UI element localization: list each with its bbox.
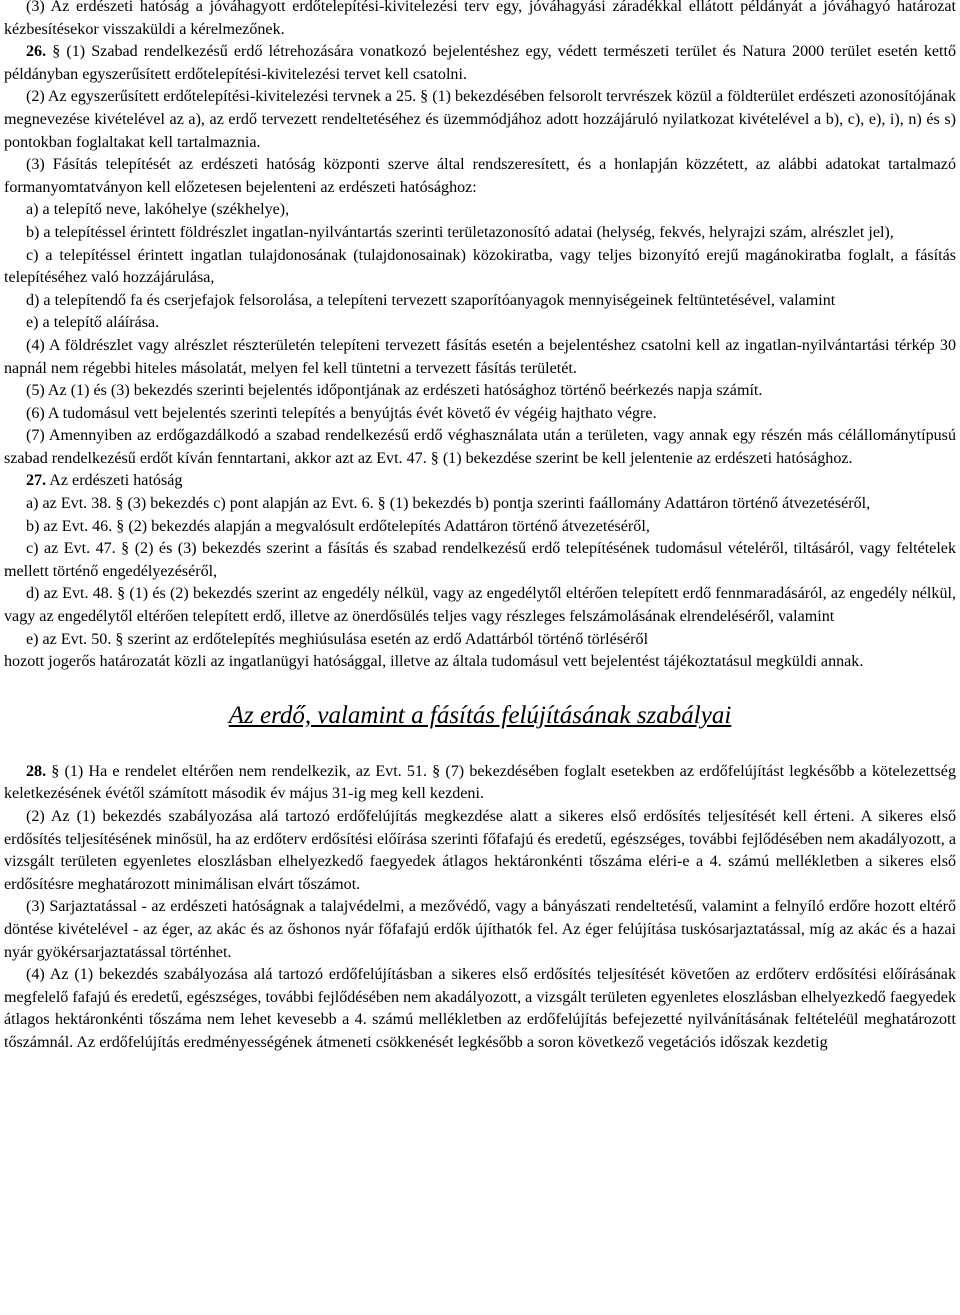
paragraph [4, 335, 956, 380]
paragraph-text: d) az Evt. 48. § (1) és (2) bekezdés szerint az engedély nélkül, vagy az engedélytől eltérően telepített erdő fennmaradásáról, az engedély nélkül, vagy az engedélytől eltérően telepített erdő, illetve az önerdősülés teljes vagy részleges felszámolásának elrendeléséről, valamint [4, 585, 956, 626]
section-number: 28. [26, 762, 47, 780]
paragraph-text: (4) Az (1) bekezdés szabályozása alá tartozó erdőfelújításban a sikeres első erdősítés teljesítését követően az erdőterv erdősítési előírásának megfelelő fafajú és eredetű, egészséges, további fejlődésében nem akadályozott, a vizsgált területen egyenletes eloszlásban elhelyezkedő faegyedek átlagos hektáronkénti tőszáma nem lehet kevesebb a 4. számú mellékletben az erdőfelújítás befejezetté nyilvánításának feltételéül meghatározott tőszámnál. Az erdőfelújítás eredményességének átmeneti csökkenését legkésőbb a soron következő vegetációs időszak kezdetig [4, 966, 956, 1051]
paragraph-text: (4) A földrészlet vagy alrészlet részterületén telepíteni tervezett fásítás esetén a bejelentéshez csatolni kell az ingatlan-nyilvántartási térkép 30 napnál nem régebbi hiteles másolatát, melyen fel kell tüntetni a tervezett fásítás területét. [4, 336, 956, 377]
paragraph [4, 0, 956, 41]
paragraph-text: (5) Az (1) és (3) bekezdés szerinti bejelentés időpontjának az erdészeti hatósághoz történő beérkezés napja számít. [26, 382, 763, 400]
paragraph [4, 470, 956, 493]
paragraph [4, 761, 956, 806]
section-heading: Az erdő, valamint a fásítás felújításának szabályai [228, 701, 732, 729]
paragraph [4, 583, 956, 628]
paragraph-text: (6) A tudomásul vett bejelentés szerinti telepítés a benyújtás évét követő év végéig hajthato végre. [26, 404, 657, 422]
paragraph [4, 516, 956, 539]
paragraph-text: hozott jogerős határozatát közli az ingatlanügyi hatósággal, illetve az általa tudomásul vett bejelentést tájékoztatásul megküldi annak. [4, 653, 864, 671]
paragraph [4, 380, 956, 403]
paragraph [4, 425, 956, 470]
paragraph [4, 245, 956, 290]
paragraph-text: a) a telepítő neve, lakóhelye (székhelye), [26, 201, 290, 219]
paragraph-text: e) az Evt. 50. § szerint az erdőtelepítés meghiúsulása esetén az erdő Adattárból történő törléséről [26, 630, 649, 648]
paragraph [4, 222, 956, 245]
section-number: 26. [26, 43, 47, 61]
paragraph-text: (2) Az (1) bekezdés szabályozása alá tartozó erdőfelújítás megkezdése alatt a sikeres első erdősítés teljesítését kell érteni. A sikeres első erdősítés teljesítésének minősül, ha az erdőterv erdősítési előírása szerinti főfafajú és eredetű, egészséges, további fejlődésében nem akadályozott, a vizsgált területen egyenletes eloszlásban elhelyezkedő faegyedek átlagos hektáronkénti tőszáma eléri-e a 4. számú mellékletben a sikeres első erdősítésre meghatározott minimálisan elvárt tőszámot. [4, 808, 956, 893]
paragraph-text: b) a telepítéssel érintett földrészlet ingatlan-nyilvántartás szerinti területazonosító adatai (helység, fekvés, helyrajzi szám, alrészlet jel), [26, 223, 894, 241]
paragraph [4, 41, 956, 86]
paragraph [4, 199, 956, 222]
paragraph [4, 896, 956, 964]
paragraph-text: (7) Amennyiben az erdőgazdálkodó a szabad rendelkezésű erdő véghasználata után a területen, vagy annak egy részén más célállománytípusú szabad rendelkezésű erdőt kíván fenntartani, akkor azt az Evt. 47. § (1) bekezdése szerint be kell jelentenie az erdészeti hatósághoz. [4, 427, 956, 467]
section-number: 27. [26, 472, 47, 490]
paragraph [4, 806, 956, 896]
paragraph [4, 964, 956, 1054]
paragraph [4, 538, 956, 583]
paragraph [4, 629, 956, 652]
paragraph [4, 86, 956, 154]
paragraph-text: Az erdészeti hatóság [46, 472, 183, 490]
paragraph [4, 290, 956, 313]
section-top [4, 0, 956, 674]
paragraph-text: c) az Evt. 47. § (2) és (3) bekezdés szerint a fásítás és szabad rendelkezésű erdő telepítésének tudomásul vételéről, tiltásáról, vagy feltételek mellett történő engedélyezéséről, [4, 540, 956, 580]
paragraph [4, 154, 956, 199]
paragraph-text: (3) Az erdészeti hatóság a jóváhagyott erdőtelepítési-kivitelezési terv egy, jóváhagyási záradékkal ellátott példányát a jóváhagyó határozat kézbesítésekor visszaküldi a kérelmezőnek. [4, 0, 956, 38]
paragraph-text: a) az Evt. 38. § (3) bekezdés c) pont alapján az Evt. 6. § (1) bekezdés b) pontja szerinti faállomány Adattáron történő átvezetéséről, [26, 495, 871, 513]
section-bottom [4, 761, 956, 1055]
paragraph-text: § (1) Szabad rendelkezésű erdő létrehozására vonatkozó bejelentéshez egy, védett természeti terület és Natura 2000 terület esetén kettő példányban egyszerűsített erdőtelepítési-kivitelezési tervet kell csatolni. [4, 43, 956, 83]
paragraph [4, 651, 956, 674]
paragraph-text: (3) Sarjaztatással - az erdészeti hatóságnak a talajvédelmi, a mezővédő, vagy a bányászati rendeltetésű, valamint a felnyíló erdőre hozott eltérő döntése kivételével - az éger, az akác és az őshonos nyár főfafajú erdők újíthatók fel. Az éger felújítása tuskósarjaztatással, míg az akác és a hazai nyár gyökérsarjaztatással történhet. [4, 898, 956, 961]
paragraph-text: § (1) Ha e rendelet eltérően nem rendelkezik, az Evt. 51. § (7) bekezdésében foglalt esetekben az erdőfelújítást legkésőbb a kötelezettség keletkezésének évétől számított második év május 31-ig meg kell kezdeni. [4, 762, 956, 803]
paragraph-text: c) a telepítéssel érintett ingatlan tulajdonosának (tulajdonosainak) közokiratba, vagy teljes bizonyító erejű magánokiratba foglalt, a fásítás telepítéséhez való hozzájárulása, [4, 246, 956, 287]
paragraph-text: (3) Fásítás telepítését az erdészeti hatóság központi szerve által rendszeresített, és a honlapján közzétett, az alábbi adatokat tartalmazó formanyomtatványon kell előzetesen bejelenteni az erdészeti hatósághoz: [4, 156, 956, 196]
paragraph-text: e) a telepítő aláírása. [26, 314, 160, 332]
paragraph-text: (2) Az egyszerűsített erdőtelepítési-kivitelezési tervnek a 25. § (1) bekezdésében felsorolt tervrészek közül a földterület erdészeti azonosítójának megnevezése kivételével az a), az erdő tervezett rendeltetéséhez és üzemmódjához adott hozzájáruló nyilatkozat kivételével a b), c), e), i), n) és s) pontokban foglaltakat kell tartalmaznia. [4, 88, 956, 151]
paragraph [4, 493, 956, 516]
paragraph-text: d) a telepítendő fa és cserjefajok felsorolása, a telepíteni tervezett szaporítóanyagok mennyiségeinek feltüntetésével, valamint [26, 291, 836, 309]
paragraph [4, 403, 956, 426]
paragraph-text: b) az Evt. 46. § (2) bekezdés alapján a megvalósult erdőtelepítés Adattáron történő átvezetéséről, [26, 517, 650, 535]
paragraph [4, 312, 956, 335]
